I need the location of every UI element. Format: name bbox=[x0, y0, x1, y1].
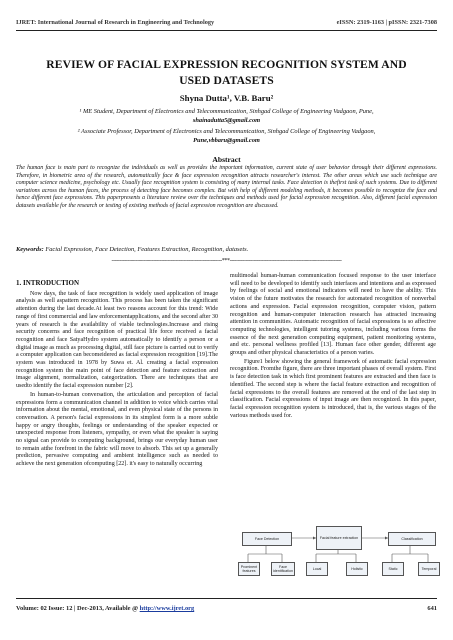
affiliation-2-text: ² Associate Professor, Department of Electronics and Telecommunication, Sinhgad College of Engineering Vadgaon, bbox=[77, 128, 376, 135]
keywords-text: Facial Expression, Face Detection, Features Extraction, Recognition, datasets. bbox=[45, 246, 249, 253]
page-number: 641 bbox=[427, 605, 437, 612]
keywords-label: Keywords: bbox=[16, 246, 44, 253]
local-box: Local bbox=[306, 562, 328, 576]
footer-volume-text: Volume: 02 Issue: 12 | Dec-2013, Available @ bbox=[16, 605, 139, 612]
affiliation-2 bbox=[24, 128, 429, 145]
right-column bbox=[230, 273, 436, 421]
journal-url-link[interactable]: http://www.ijret.org bbox=[139, 605, 195, 612]
section-separator: ---------------------------------------------------------------------***---------------------------------------------------------------------- bbox=[111, 258, 342, 264]
holistic-box: Holistic bbox=[346, 562, 368, 576]
affiliation-1-email-text: shainadutta5@gmail.com bbox=[192, 116, 261, 124]
intro-paragraph-1: Now days, the task of face recognition is widely used application of image analysis as well aspattern recognition. This process has been taken the significant attention during the last decade.At least two reasons account for this trend: Wide range of first commercial and law enforcementapplications, and the second after 30 years of research is the availability of viable technologies.Increase and rising security concerns and face recognition of practical life force received a facial recognition and face SatyaHydro system automatically to identify a person or a digital image as much as processing digital, still face picture is carried out to verify a computer application can becomeidered as facial expression recognition [19].The system was introduced in 1978 by Suwa et. Al. creating a facial expression recognition system the main point of face detection and feature extraction and image alignment, normalization, categorization. There are techniques that are usedto identify the facial expression number [2]. bbox=[16, 290, 218, 390]
header-rule bbox=[16, 30, 437, 31]
static-box: Static bbox=[382, 562, 404, 576]
running-header bbox=[16, 19, 437, 26]
intro-paragraph-2: In human-to-human conversation, the articulation and perception of facial expressions form a communication channel in addition to voice which carries vital information about the mental, emotional, and even physical state of the persons in conversation. A person's facial expressions in its simplest form is a more subtle happy or angry thoughts, feelings or understanding of the speaker expected or unexpected response from listeners, sympathy, or even what the speaker is saying no signal can provide to computing background, brings our everyday human user to remain atthe forefront in the fabric will move to absorb. This set up a generally prediction, pervasive computing and ambient intelligence such as needed to achieve the next generation ofcomputing [22]. it's easy to naturally occurring bbox=[16, 391, 218, 468]
left-column bbox=[16, 280, 218, 470]
intro-paragraph-4: Figure1 below showing the general framework of automatic facial expression recognition. Fromthe figure, there are three important phases of overall system. First is face detection task in which first prominent features are extracted and then face is identified. The second step is where the facial feature extraction and recognition of facial expressions to the overall features are removed at the end of the last step in classification. Facial expressions of input image are then recognized. In this paper, facial expression recognition system is introduced, that is, the various stages of the various methods used for. bbox=[230, 358, 436, 419]
footer-volume bbox=[16, 605, 194, 612]
affiliation-2-email bbox=[24, 137, 429, 146]
abstract-text: The human face is main part to recognize the individuals as well as provides the important information, current state of user behavior through their different expressions. Therefore, in biometric area of the research, automatically face & face expression recognition attracts researcher's interest. The other areas which use such technique are computer science medicine, psychology etc. Usually face recognition system is consisting of many internal tasks. Face detection is thefirst task of such systems. Due to different variations across the human faces, the process of detecting face becomes complex. But with help of different modeling methods, it becomes possible to recognize the face and hence different face expressions. This paperpresents a literature review over the techniques and methods used for facial expression recognition. Also, different facial expression datasets available for the research or testing of existing methods of facial expression recognition are discussed. bbox=[16, 165, 437, 209]
footer-rule bbox=[16, 598, 437, 599]
page-footer bbox=[16, 605, 437, 612]
prominent-features-box: Prominent features bbox=[238, 562, 260, 576]
face-detection-box: Face Detection bbox=[242, 532, 292, 546]
affiliation-1-text: ¹ ME Student, Department of Electronics and Telecommunication, Sinhgad College of Engineering Vadgaon, Pune, bbox=[79, 108, 374, 115]
feature-extraction-box: Facial feature extraction bbox=[316, 526, 362, 550]
abstract-heading: Abstract bbox=[212, 155, 241, 164]
face-identification-box: Face identification bbox=[271, 562, 295, 576]
author-list: Shyna Dutta¹, V.B. Baru² bbox=[179, 93, 274, 103]
temporal-box: Temporal bbox=[418, 562, 440, 576]
issn: eISSN: 2319-1163 | pISSN: 2321-7308 bbox=[336, 19, 437, 26]
classification-box: Classification bbox=[388, 532, 436, 546]
intro-paragraph-3: multimodal human-human communication focused response to the user interface will need to be developed to identify such interfaces and intentions and as expressed by feelings of social and emotional indicators will need to have the ability. This vision of the future motivates the research for automated recognition of nonverbal actions and expression. Facial expression recognition, computer vision, pattern recognition and human-computer interaction research has attracted increasing attention in communities. Automatic recognition of facial expressions is so affective computing technologies, intelligent tutoring systems, including various forms the essence of the next generation computing equipment, patient monitoring systems, and etc. personal wellness profiled [13]. Human face other gender, different age groups and other physical characteristics of a person varies. bbox=[230, 273, 436, 357]
affiliation-1 bbox=[24, 108, 429, 125]
affiliation-1-email bbox=[24, 117, 429, 126]
paper-title: REVIEW OF FACIAL EXPRESSION RECOGNITION SYSTEM AND USED DATASETS bbox=[46, 58, 407, 87]
framework-figure bbox=[238, 524, 438, 582]
keywords bbox=[16, 246, 437, 253]
section-heading: 1. INTRODUCTION bbox=[16, 279, 80, 287]
affiliation-2-email-text: Pune,vbbaru@gmail.com bbox=[193, 136, 260, 144]
journal-name: IJRET: International Journal of Research in Engineering and Technology bbox=[16, 19, 215, 26]
